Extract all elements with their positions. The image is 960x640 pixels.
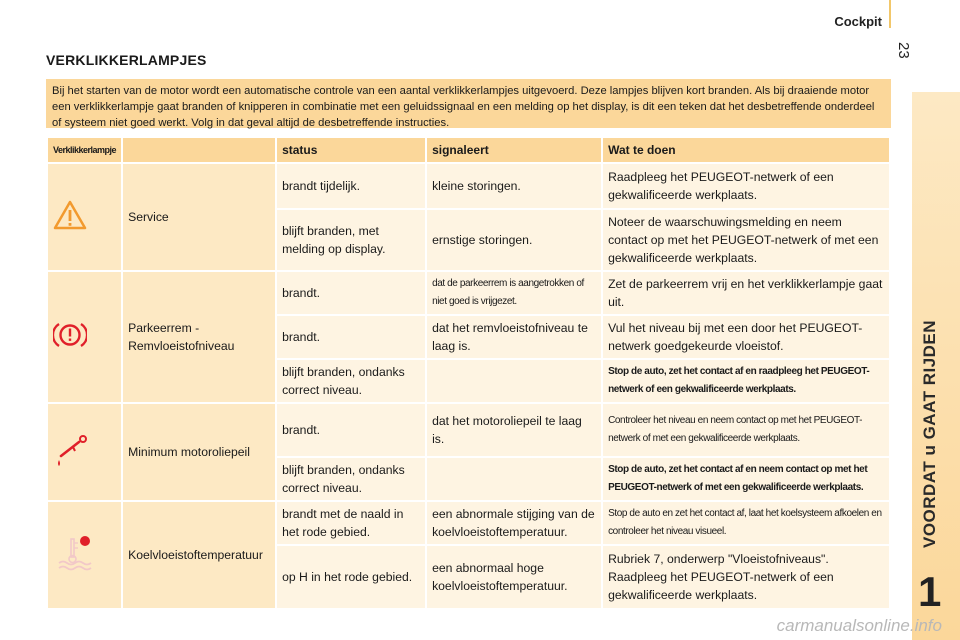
warning-triangle-icon — [48, 164, 121, 270]
chapter-label: VOORDAT u GAAT RIJDEN — [920, 319, 939, 548]
lamp-name: Parkeerrem - Remvloeistofniveau — [123, 272, 275, 402]
status-cell: brandt met de naald in het rode gebied. — [277, 502, 425, 544]
status-cell: brandt. — [277, 272, 425, 314]
status-cell: op H in het rode gebied. — [277, 546, 425, 608]
table-row — [48, 502, 889, 544]
header-signal: signaleert — [427, 138, 601, 162]
header-action: Wat te doen — [603, 138, 889, 162]
header-lamp: Verklikkerlampje — [48, 138, 121, 162]
brake-warning-icon — [48, 272, 121, 402]
status-cell: brandt tijdelijk. — [277, 164, 425, 208]
coolant-temperature-icon — [48, 502, 121, 608]
signal-cell: dat het motoroliepeil te laag is. — [427, 404, 601, 456]
lamp-name: Minimum motoroliepeil — [123, 404, 275, 500]
section-title: Cockpit — [834, 14, 882, 29]
status-cell: blijft branden, met melding op display. — [277, 210, 425, 270]
watermark: carmanualsonline.info — [776, 616, 942, 635]
signal-cell: een abnormale stijging van de koelvloeistoftemperatuur. — [427, 502, 601, 544]
action-cell: Stop de auto en zet het contact af, laat het koelsysteem afkoelen en controleer het niveau visueel. — [603, 502, 889, 544]
action-cell: Raadpleeg het PEUGEOT-netwerk of een gekwalificeerde werkplaats. — [603, 164, 889, 208]
action-cell: Controleer het niveau en neem contact op met het PEUGEOT-netwerk of met een gekwalificeerde werkplaats. — [603, 404, 889, 456]
signal-cell: dat de parkeerrem is aangetrokken of niet goed is vrijgezet. — [427, 272, 601, 314]
table-row — [48, 164, 889, 208]
table-row — [48, 272, 889, 314]
action-cell: Rubriek 7, onderwerp "Vloeistofniveaus". Raadpleeg het PEUGEOT-netwerk of een gekwalificeerde werkplaats. — [603, 546, 889, 608]
header-divider — [889, 0, 891, 28]
header-status: status — [277, 138, 425, 162]
oil-can-icon — [48, 404, 121, 500]
signal-cell: dat het remvloeistofniveau te laag is. — [427, 316, 601, 358]
signal-cell: ernstige storingen. — [427, 210, 601, 270]
intro-paragraph: Bij het starten van de motor wordt een automatische controle van een aantal verklikkerlampjes uitgevoerd. Deze lampjes blijven kort branden. Als bij draaiende motor een verklikkerlampje gaat branden of knipperen in combinatie met een geluidssignaal en een melding op het display, is dit een teken dat het desbetreffende onderdeel of systeem niet goed werkt. Volg in dat geval altijd de desbetreffende instructies. — [46, 79, 891, 128]
action-cell: Stop de auto, zet het contact af en neem contact op met het PEUGEOT-netwerk of met een gekwalificeerde werkplaats. — [603, 458, 889, 500]
warning-lamps-table — [46, 136, 891, 610]
status-cell: brandt. — [277, 316, 425, 358]
table-row — [48, 404, 889, 456]
signal-cell — [427, 458, 601, 500]
signal-cell — [427, 360, 601, 402]
status-cell: brandt. — [277, 404, 425, 456]
lamp-name: Koelvloeistoftemperatuur — [123, 502, 275, 608]
action-cell: Stop de auto, zet het contact af en raadpleeg het PEUGEOT-netwerk of een gekwalificeerde werkplaats. — [603, 360, 889, 402]
signal-cell: kleine storingen. — [427, 164, 601, 208]
lamp-name: Service — [123, 164, 275, 270]
page-title: VERKLIKKERLAMPJES — [46, 52, 207, 68]
header-name — [123, 138, 275, 162]
action-cell: Zet de parkeerrem vrij en het verklikkerlampje gaat uit. — [603, 272, 889, 314]
action-cell: Noteer de waarschuwingsmelding en neem contact op met het PEUGEOT-netwerk of met een gekwalificeerde werkplaats. — [603, 210, 889, 270]
signal-cell: een abnormaal hoge koelvloeistoftemperatuur. — [427, 546, 601, 608]
page-number: 23 — [895, 42, 912, 59]
status-cell: blijft branden, ondanks correct niveau. — [277, 458, 425, 500]
action-cell: Vul het niveau bij met een door het PEUGEOT-netwerk goedgekeurde vloeistof. — [603, 316, 889, 358]
table-header-row — [48, 138, 889, 162]
chapter-number: 1 — [918, 568, 942, 615]
status-cell: blijft branden, ondanks correct niveau. — [277, 360, 425, 402]
